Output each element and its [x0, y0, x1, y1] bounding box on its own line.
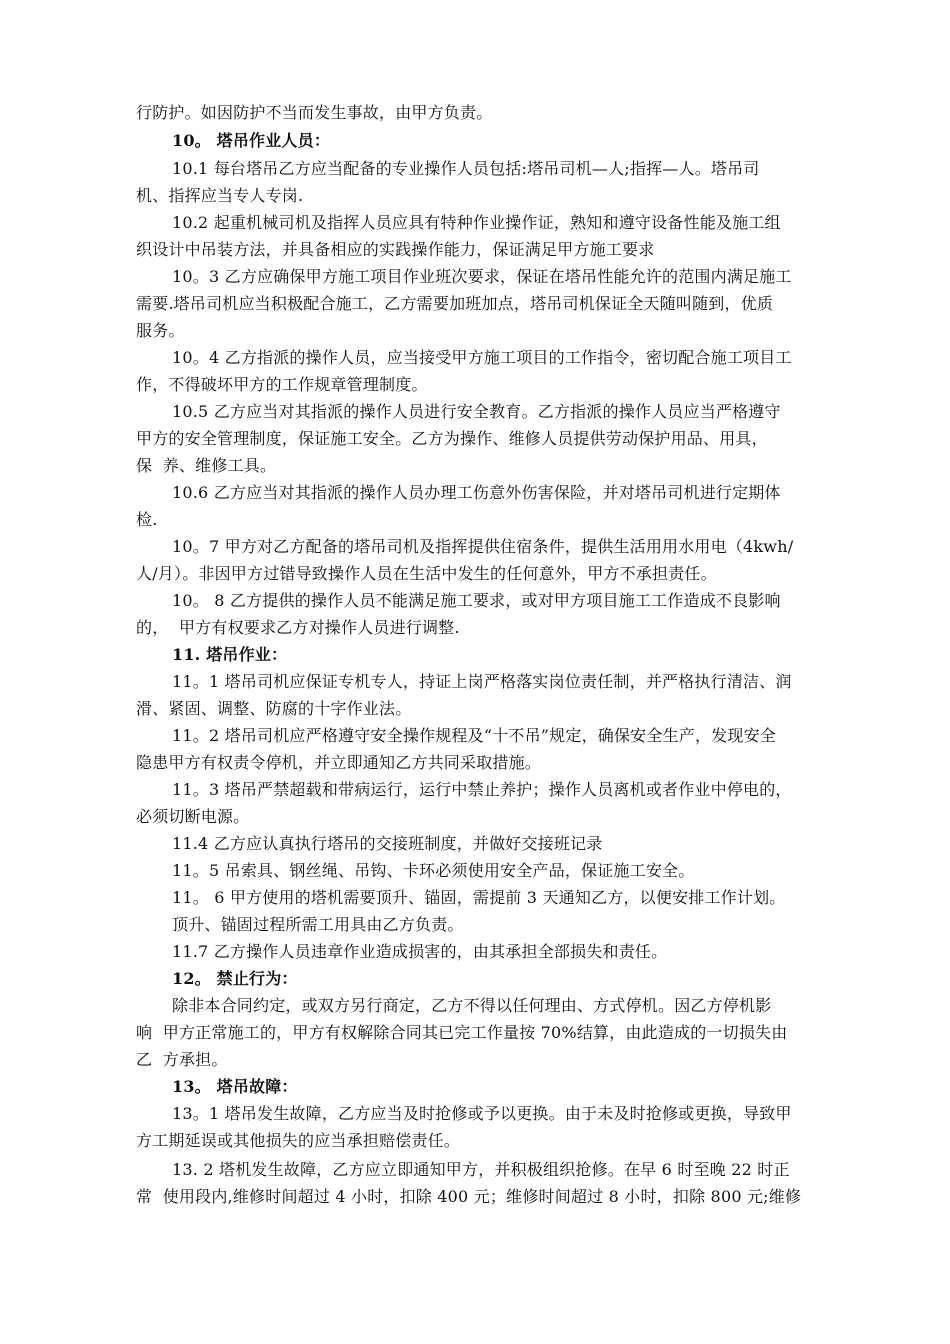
text-line: 的， 甲方有权要求乙方对操作人员进行调整.: [136, 618, 460, 637]
text-line: 11.4 乙方应认真执行塔吊的交接班制度，并做好交接班记录: [172, 834, 603, 853]
text-line: 机、指挥应当专人专岗.: [136, 186, 304, 205]
text-line: 方工期延误或其他损失的应当承担赔偿责任。: [136, 1131, 461, 1150]
text-line: 10.6 乙方应当对其指派的操作人员办理工伤意外伤害保险，并对塔吊司机进行定期体: [172, 483, 781, 502]
text-line: 11.7 乙方操作人员违章作业造成损害的，由其承担全部损失和责任。: [172, 942, 668, 961]
text-line: 13。1 塔吊发生故障，乙方应当及时抢修或予以更换。由于未及时抢修或更换，导致甲: [172, 1104, 792, 1123]
text-line: 13. 2 塔机发生故障，乙方应立即通知甲方，并积极组织抢修。在早 6 时至晚 22 时正: [172, 1160, 790, 1179]
text-line: 10。7 甲方对乙方配备的塔吊司机及指挥提供住宿条件，提供生活用用水用电（4kwh/: [172, 537, 794, 556]
section-heading: 11. 塔吊作业：: [172, 645, 288, 664]
text-line: 人/月）。非因甲方过错导致操作人员在生活中发生的任何意外，甲方不承担责任。: [136, 564, 717, 583]
text-line: 行防护。如因防护不当而发生事故，由甲方负责。: [136, 103, 493, 122]
section-heading: 13。 塔吊故障：: [172, 1077, 298, 1096]
text-line: 保 养、维修工具。: [136, 456, 277, 475]
text-line: 除非本合同约定，或双方另行商定，乙方不得以任何理由、方式停机。因乙方停机影: [172, 996, 772, 1015]
text-line: 10.2 起重机械司机及指挥人员应具有特种作业操作证，熟知和遵守设备性能及施工组: [172, 213, 781, 232]
text-line: 顶升、锚固过程所需工用具由乙方负责。: [172, 915, 464, 934]
text-line: 常 使用段内,维修时间超过 4 小时，扣除 400 元；维修时间超过 8 小时，扣除 800 元;维修: [136, 1187, 802, 1206]
text-line: 隐患甲方有权责令停机，并立即通知乙方共同采取措施。: [136, 753, 542, 772]
text-line: 检.: [136, 510, 158, 529]
text-line: 10。 8 乙方提供的操作人员不能满足施工要求，或对甲方项目施工工作造成不良影响: [172, 591, 781, 610]
text-line: 响 甲方正常施工的，甲方有权解除合同其已完工作量按 70%结算，由此造成的一切损失由: [136, 1023, 788, 1042]
text-line: 11。5 吊索具、钢丝绳、吊钩、卡环必须使用安全产品，保证施工安全。: [172, 861, 695, 880]
text-line: 10。4 乙方指派的操作人员，应当接受甲方施工项目的工作指令，密切配合施工项目工: [172, 348, 792, 367]
text-line: 织设计中吊装方法，并具备相应的实践操作能力，保证满足甲方施工要求: [136, 240, 655, 259]
text-line: 服务。: [136, 321, 185, 340]
text-line: 滑、紧固、调整、防腐的十字作业法。: [136, 699, 412, 718]
section-heading: 10。 塔吊作业人员：: [172, 131, 331, 150]
text-line: 作，不得破坏甲方的工作规章管理制度。: [136, 375, 428, 394]
text-line: 10.1 每台塔吊乙方应当配备的专业操作人员包括:塔吊司机—人;指挥—人。塔吊司: [172, 159, 760, 178]
text-line: 11。 6 甲方使用的塔机需要顶升、锚固，需提前 3 天通知乙方，以便安排工作计划。: [172, 888, 786, 907]
text-line: 11。3 塔吊严禁超载和带病运行，运行中禁止养护；操作人员离机或者作业中停电的，: [172, 780, 792, 799]
text-line: 乙 方承担。: [136, 1050, 228, 1069]
text-line: 11。2 塔吊司机应严格遵守安全操作规程及“十不吊”规定，确保安全生产，发现安全: [172, 726, 776, 745]
text-line: 10.5 乙方应当对其指派的操作人员进行安全教育。乙方指派的操作人员应当严格遵守: [172, 402, 781, 421]
text-line: 需要.塔吊司机应当积极配合施工，乙方需要加班加点，塔吊司机保证全天随叫随到，优质: [136, 294, 774, 313]
text-line: 11。1 塔吊司机应保证专机专人，持证上岗严格落实岗位责任制，并严格执行清洁、润: [172, 672, 792, 691]
text-line: 必须切断电源。: [136, 807, 250, 826]
text-line: 10。3 乙方应确保甲方施工项目作业班次要求，保证在塔吊性能允许的范围内满足施工: [172, 267, 792, 286]
text-line: 甲方的安全管理制度，保证施工安全。乙方为操作、维修人员提供劳动保护用品、用具，: [136, 429, 768, 448]
section-heading: 12。 禁止行为：: [172, 969, 298, 988]
